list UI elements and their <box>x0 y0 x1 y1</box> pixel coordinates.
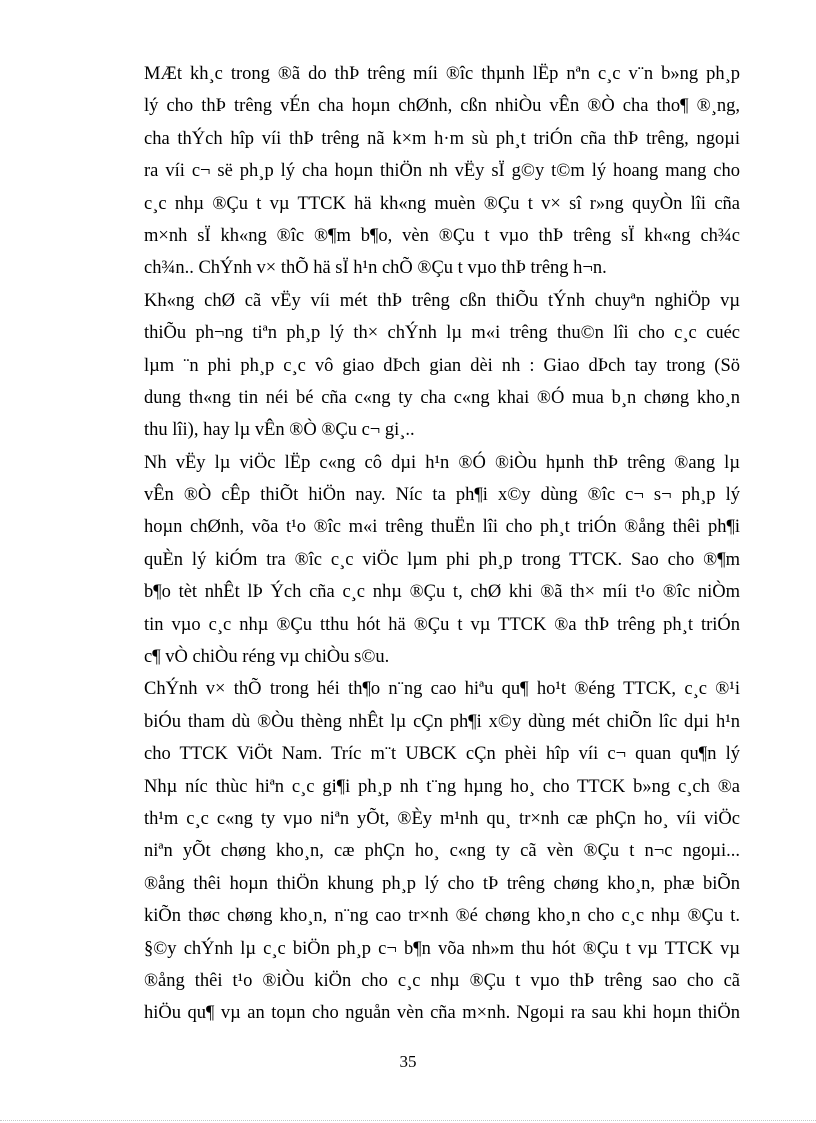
body-text <box>144 58 740 1030</box>
text-line: dung th«ng tin néi bé cña c«ng ty cha c«ng khai ®Ó mua b¸n chøng kho¸n <box>144 387 740 408</box>
text-line: ChÝnh v× thÕ trong héi th¶o n¨ng cao hiªu qu¶ ho¹t ®éng TTCK, c¸c ®¹i <box>144 679 740 700</box>
text-line: ra víi c¬ së ph¸p lý cha hoµn thiÖn nh vËy sÏ g©y t©m lý hoang mang cho <box>144 161 740 182</box>
text-line: c¶ vÒ chiÒu réng vµ chiÒu s©u. <box>144 647 390 668</box>
text-line: quÈn lý kiÓm tra ®îc c¸c viÖc lµm phi ph¸p trong TTCK. Sao cho ®¶m <box>144 549 740 570</box>
text-line: cha thÝch hîp víi thÞ trêng nã k×m h·m sù ph¸t triÓn cña thÞ trêng, ngoµi <box>144 128 740 149</box>
text-line: vÊn ®Ò cÊp thiÕt hiÖn nay. Níc ta ph¶i x©y dùng ®îc c¬ s¬ ph¸p lý <box>144 485 740 506</box>
text-line: biÓu tham dù ®Òu thèng nhÊt lµ cÇn ph¶i x©y dùng mét chiÕn lîc dµi h¹n <box>144 711 740 732</box>
text-line: tin vµo c¸c nhµ ®Çu tthu hót hä ®Çu t vµ TTCK ®a thÞ trêng ph¸t triÓn <box>144 614 740 635</box>
text-line: th¹m c¸c c«ng ty vµo niªn yÕt, ®Èy m¹nh qu¸ tr×nh cæ phÇn ho¸ víi viÖc <box>144 808 740 829</box>
text-line: lý cho thÞ trêng vÉn cha hoµn chØnh, cßn nhiÒu vÊn ®Ò cha tho¶ ®¸ng, <box>144 96 740 117</box>
text-line: ®ång thêi hoµn thiÖn khung ph¸p lý cho tÞ trêng chøng kho¸n, phæ biÕn <box>144 873 740 894</box>
text-line: Nhµ níc thùc hiªn c¸c gi¶i ph¸p nh t¨ng hµng ho¸ cho TTCK b»ng c¸ch ®a <box>144 776 740 797</box>
text-line: hoµn chØnh, võa t¹o ®îc m«i trêng thuËn lîi cho ph¸t triÓn ®ång thêi ph¶i <box>144 517 740 538</box>
text-line: §©y chÝnh lµ c¸c biÖn ph¸p c¬ b¶n võa nh»m thu hót ®Çu t vµ TTCK vµ <box>144 938 740 959</box>
text-line: m×nh sÏ kh«ng ®îc ®¶m b¶o, vèn ®Çu t vµo thÞ trêng sÏ kh«ng ch¾c <box>144 225 740 246</box>
text-line: lµm ¨n phi ph¸p c¸c vô giao dÞch gian dèi nh : Giao dÞch tay trong (Sö <box>144 355 740 376</box>
text-line: thiÕu ph¬ng tiªn ph¸p lý th× chÝnh lµ m«i trêng thu©n lîi cho c¸c cuéc <box>144 323 740 344</box>
text-line: c¸c nhµ ®Çu t vµ TTCK hä kh«ng muèn ®Çu t v× sî r»ng quyÒn lîi cña <box>144 193 740 214</box>
text-line: b¶o tèt nhÊt lÞ Ých cña c¸c nhµ ®Çu t, chØ khi ®ã th× míi t¹o ®îc niÒm <box>144 582 740 603</box>
text-line: niªn yÕt chøng kho¸n, cæ phÇn ho¸ c«ng ty cã vèn ®Çu t n¬c ngoµi... <box>144 841 740 862</box>
text-line: Nh vËy lµ viÖc lËp c«ng cô dµi h¹n ®Ó ®iÒu hµnh thÞ trêng ®ang lµ <box>144 452 740 473</box>
page-bottom-divider <box>0 1120 816 1121</box>
text-line: Kh«ng chØ cã vËy víi mét thÞ trêng cßn thiÕu tÝnh chuyªn nghiÖp vµ <box>144 290 740 311</box>
text-line: ®ång thêi t¹o ®iÒu kiÖn cho c¸c nhµ ®Çu t vµo thÞ trêng sao cho cã <box>144 970 740 991</box>
text-line: thu lîi), hay lµ vÊn ®Ò ®Çu c¬ gi¸.. <box>144 420 415 441</box>
text-line: kiÕn thøc chøng kho¸n, n¨ng cao tr×nh ®é chøng kho¸n cho c¸c nhµ ®Çu t. <box>144 906 740 927</box>
text-line: ch¾n.. ChÝnh v× thÕ hä sÏ h¹n chÕ ®Çu t vµo thÞ trêng h¬n. <box>144 258 607 279</box>
text-line: hiÖu qu¶ vµ an toµn cho nguån vèn cña m×nh. Ngoµi ra sau khi hoµn thiÖn <box>144 1003 740 1024</box>
page-number: 35 <box>399 1052 417 1071</box>
text-line: cho TTCK ViÖt Nam. Tríc m¨t UBCK cÇn phèi hîp víi c¬ quan qu¶n lý <box>144 744 740 765</box>
text-line: MÆt kh¸c trong ®ã do thÞ trêng míi ®îc thµnh lËp nªn c¸c v¨n b»ng ph¸p <box>144 64 740 84</box>
